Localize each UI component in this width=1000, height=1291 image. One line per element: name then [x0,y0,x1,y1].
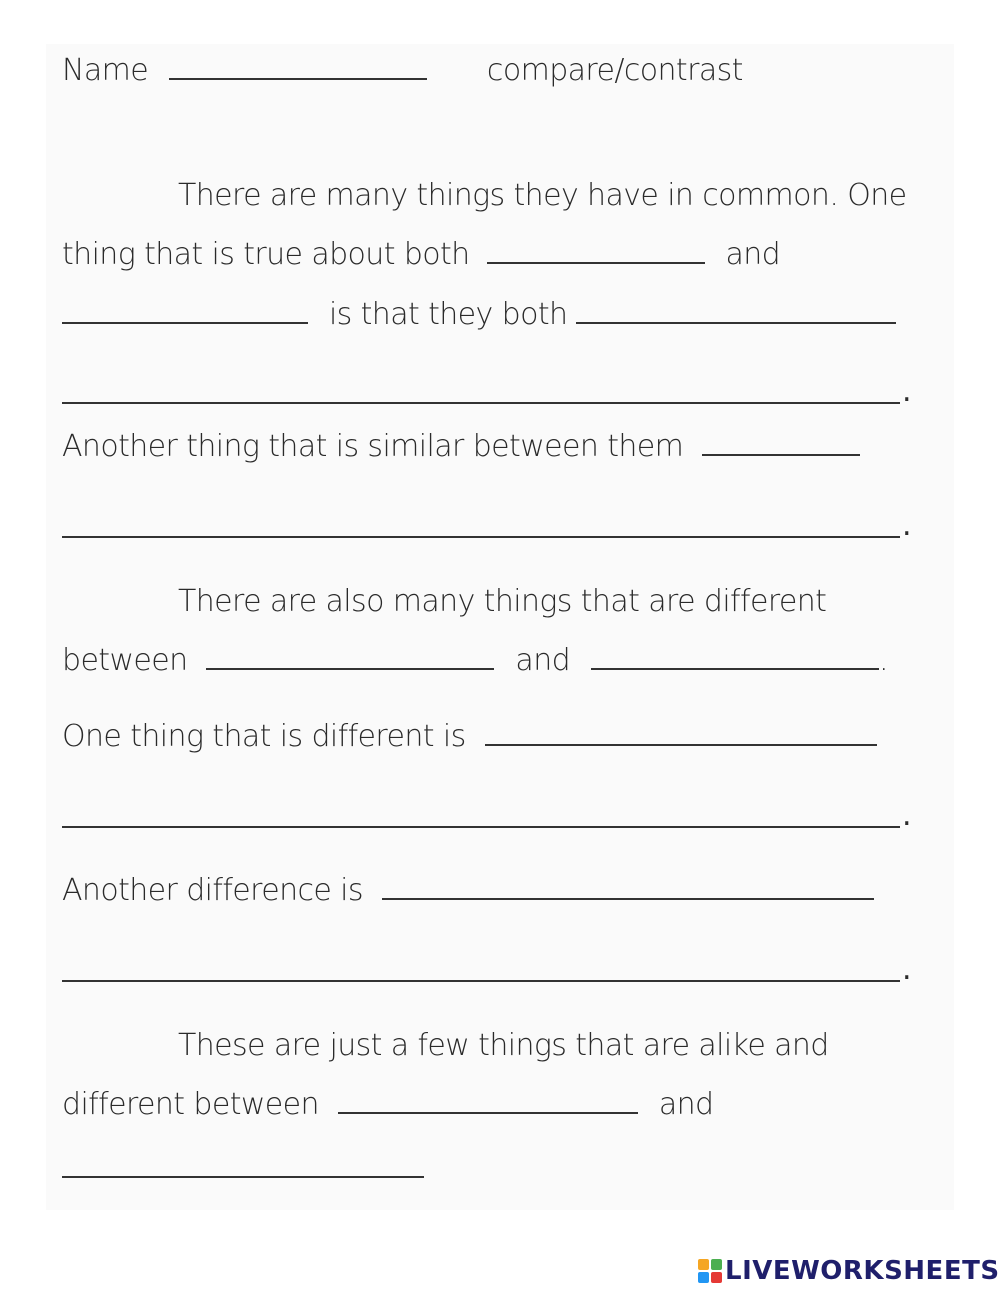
p1-line2-text: thing that is true about both [62,237,470,272]
blank-item-d[interactable] [591,642,879,670]
blank-item-c[interactable] [206,642,494,670]
p3-line2-text: different between [62,1087,319,1122]
p2-line3 [62,718,877,755]
blank-difference-2[interactable] [382,872,874,900]
blank-similarity-2[interactable] [702,428,860,456]
blank-item-a[interactable] [487,236,705,264]
period-1: . [902,374,912,409]
blank-item-f[interactable] [62,1176,424,1178]
blank-similarity-1-cont[interactable] [62,402,900,404]
blank-difference-1[interactable] [485,718,877,746]
p1-line3-text: is that they both [328,297,568,332]
blank-item-e[interactable] [338,1086,638,1114]
liveworksheets-logo [698,1255,1000,1287]
p1-line3 [62,296,896,333]
p2-line5-text: Another difference is [62,873,363,908]
blank-item-b[interactable] [62,296,308,324]
brand-name: LIVEWORKSHEETS [725,1256,1000,1286]
blank-similarity-2-cont[interactable] [62,536,900,538]
p3-line2 [62,1086,713,1123]
p2-line1: There are also many things that are different [178,584,827,619]
p2-line5 [62,872,874,909]
p2-line2-text: between [62,643,188,678]
worksheet-title: compare/contrast [486,53,743,88]
period-2: . [902,508,912,543]
period-3: . [902,798,912,833]
liveworksheets-logo-icon [698,1259,722,1283]
blank-similarity-1[interactable] [576,296,896,324]
p1-line5-text: Another thing that is similar between them [62,429,684,464]
header-row [62,52,743,89]
p2-line2-period: . [878,643,888,678]
p1-line1: There are many things they have in common. One [178,178,907,213]
period-4: . [902,952,912,987]
p1-line2 [62,236,780,273]
name-blank[interactable] [169,52,427,80]
name-label: Name [62,53,149,88]
p3-line1: These are just a few things that are alike and [178,1028,829,1063]
p2-line2 [62,642,888,679]
p1-line2-and: and [725,237,781,272]
blank-difference-2-cont[interactable] [62,980,900,982]
p2-line2-and: and [515,643,571,678]
blank-difference-1-cont[interactable] [62,826,900,828]
p1-line5 [62,428,860,465]
p2-line3-text: One thing that is different is [62,719,466,754]
p3-line2-and: and [658,1087,714,1122]
